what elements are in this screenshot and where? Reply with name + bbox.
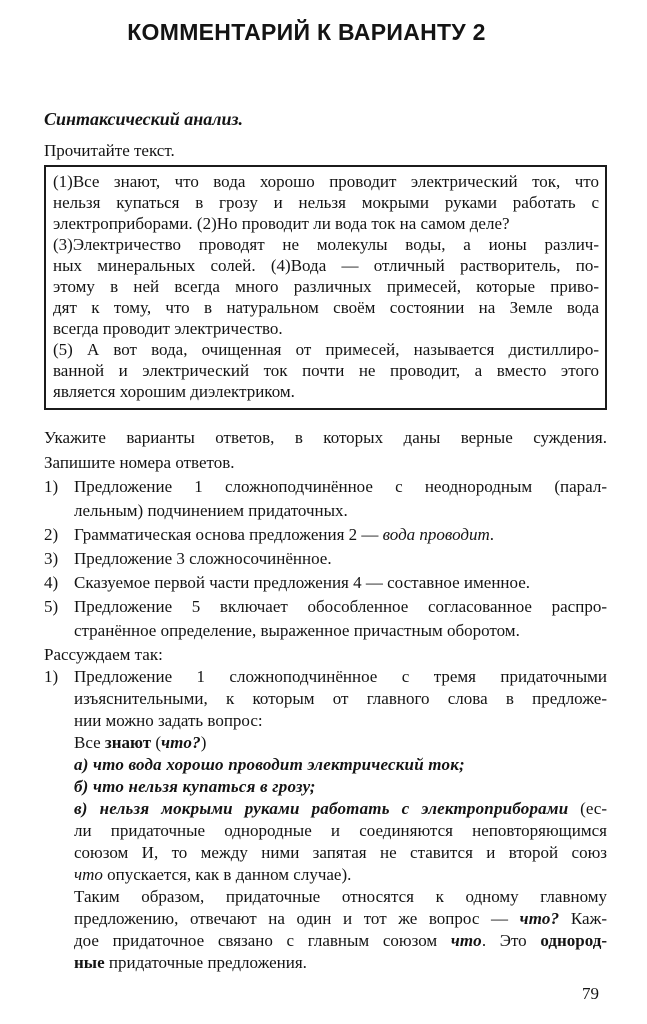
list-item-number: 1) <box>44 667 59 686</box>
list-item <box>44 523 607 547</box>
text-line: союзом И, то между ними запятая не ставится и второй союз <box>74 843 607 862</box>
list-item-number: 4) <box>44 573 59 592</box>
text-line: является хорошим диэлектриком. <box>53 382 295 401</box>
text-line: предложению, отвечают на один и тот же вопрос — что? Каж- <box>74 909 607 928</box>
source-text-box <box>44 165 607 410</box>
text-line: Сказуемое первой части предложения 4 — составное именное. <box>74 573 531 592</box>
text-line: дое придаточное связано с главным союзом что. Это однород- <box>74 931 607 950</box>
list-item <box>44 571 607 595</box>
text-line: что опускается, как в данном случае). <box>74 865 352 884</box>
text-line: Предложение 1 сложноподчинённое с тремя придаточными <box>74 667 607 686</box>
text-line: странённое определение, выраженное причастным оборотом. <box>74 621 520 640</box>
list-item <box>44 475 607 523</box>
text-line: (5) А вот вода, очищенная от примесей, называется дистиллиро- <box>53 340 599 359</box>
read-text-instruction: Прочитайте текст. <box>44 141 175 160</box>
text-line: б) что нельзя купаться в грозу; <box>74 777 316 796</box>
section-heading: Синтаксический анализ. <box>44 109 244 129</box>
list-item <box>44 595 607 643</box>
text-line: Запишите номера ответов. <box>44 453 235 472</box>
text-line: а) что вода хорошо проводит электрический ток; <box>74 755 465 774</box>
text-line: (3)Электричество проводят не молекулы воды, а ионы различ- <box>53 235 599 254</box>
text-line: нельзя купаться в грозу и нельзя мокрыми руками работать с <box>53 193 599 212</box>
page-number: 79 <box>582 984 599 1003</box>
text-line: Укажите варианты ответов, в которых даны верные суждения. <box>44 428 607 447</box>
text-line: лельным) подчинением придаточных. <box>74 501 348 520</box>
text-line: этому в ней всегда много различных примесей, которые приво- <box>53 277 599 296</box>
text-line: электроприборами. (2)Но проводит ли вода ток на самом деле? <box>53 214 510 233</box>
text-line: ли придаточные однородные и соединяются неповторяющимся <box>74 821 607 840</box>
list-item-number: 2) <box>44 525 59 544</box>
text-line: всегда проводит электричество. <box>53 319 283 338</box>
list-item-number: 3) <box>44 549 59 568</box>
text-line: ванной и электрический ток почти не проводит, а вместо этого <box>53 361 599 380</box>
text-line: Таким образом, придаточные относятся к одному главному <box>74 887 607 906</box>
text-line: в) нельзя мокрыми руками работать с электроприборами (ес- <box>74 799 607 818</box>
text-line: дят к тому, что в натуральном своём состоянии на Земле вода <box>53 298 599 317</box>
list-item-number: 5) <box>44 597 59 616</box>
page-title: КОММЕНТАРИЙ К ВАРИАНТУ 2 <box>127 19 486 45</box>
list-item-number: 1) <box>44 477 59 496</box>
text-line: ных минеральных солей. (4)Вода — отличный растворитель, по- <box>53 256 599 275</box>
text-line: нии можно задать вопрос: <box>74 711 263 730</box>
list-item <box>44 547 607 571</box>
answer-options-list <box>44 475 607 643</box>
list-item <box>44 666 607 974</box>
text-line: Грамматическая основа предложения 2 — вода проводит. <box>74 525 494 544</box>
text-line: (1)Все знают, что вода хорошо проводит электрический ток, что <box>53 172 599 191</box>
text-line: Предложение 1 сложноподчинённое с неоднородным (парал- <box>74 477 607 496</box>
text-line: Предложение 3 сложносочинённое. <box>74 549 332 568</box>
text-line: ные придаточные предложения. <box>74 953 307 972</box>
page-content <box>44 0 607 974</box>
text-line: изъяснительными, к которым от главного слова в предложе- <box>74 689 607 708</box>
task-instruction <box>44 425 607 475</box>
text-line: Все знают (что?) <box>74 733 207 752</box>
reasoning-label: Рассуждаем так: <box>44 645 163 664</box>
text-line: Предложение 5 включает обособленное согласованное распро- <box>74 597 607 616</box>
reasoning-list <box>44 666 607 974</box>
